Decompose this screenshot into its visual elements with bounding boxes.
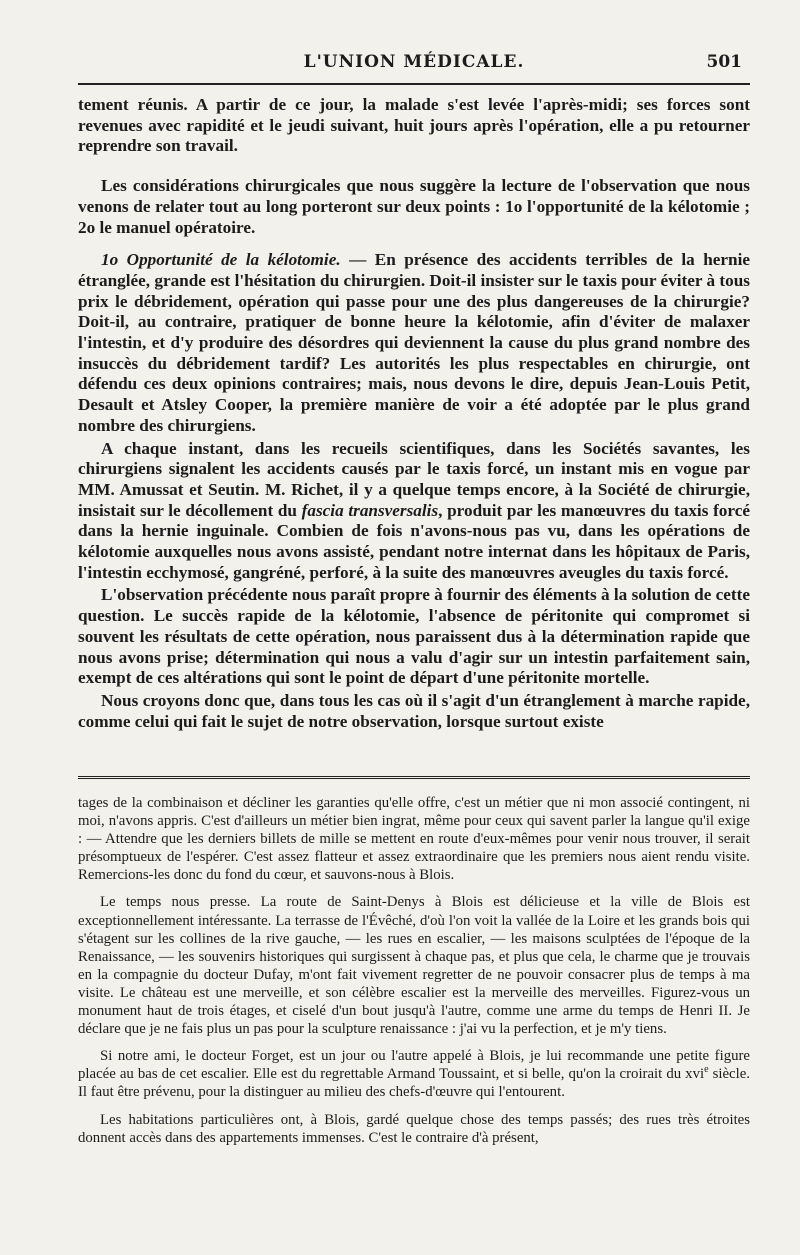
feuilleton-separator [78, 776, 750, 781]
feuilleton-paragraph-4: Les habitations particulières ont, à Blois, gardé quelque chose des temps passés; des rues très étroites donnent accès dans des appartements immenses. C'est le contraire d'à présent, [78, 1111, 750, 1146]
main-paragraph-3 [78, 250, 750, 436]
journal-title: L'UNION MÉDICALE. [303, 52, 525, 72]
main-paragraph-4 [78, 439, 750, 584]
page-header [78, 52, 750, 82]
latin-term: fascia transversalis [301, 500, 439, 520]
feuilleton-paragraph-3 [78, 1047, 750, 1101]
feuilleton-paragraph-1: tages de la combinaison et décliner les garanties qu'elle offre, c'est un métier que ni mon associé contingent, ni moi, n'avons appris. C'est d'ailleurs un métier bien ingrat, même pour ceux qui savent parler la langue qu'il exige : — Attendre que les derniers billets de mille se mettent en route d'eux-mêmes pour venir nous trouver, il serait présomptueux de l'espérer. C'est assez flatteur et assez extraordinaire que les premiers nous aient rendu visite. Remercions-les donc du fond du cœur, et sauvons-nous à Blois. [78, 795, 750, 884]
main-paragraph-5: L'observation précédente nous paraît propre à fournir des éléments à la solution de cette question. Le succès rapide de la kélotomie, l'absence de péritonite qui compromet si souvent les résultats de cette opération, nous paraissent dus à la détermination rapide que nous avons prise; détermination qui nous a valu d'agir sur un intestin parfaitement sain, exempt de ces altérations qui sont le point de départ d'une péritonite mortelle. [78, 585, 750, 688]
feuilleton-paragraph-3-b: siècle. Il faut être prévenu, pour la distinguer au milieu des chefs-d'œuvre qui l'entourent. [78, 1066, 750, 1101]
main-paragraph-1: tement réunis. A partir de ce jour, la malade s'est levée l'après-midi; ses forces sont revenues avec rapidité et le jeudi suivant, huit jours après l'opération, elle a pu retourner reprendre son travail. [78, 95, 750, 156]
main-paragraph-4-a: A chaque instant, dans les recueils scientifiques, dans les Sociétés savantes, les chirurgiens signalent les accidents causés par le taxis forcé, un instant mis en vogue par MM. Amussat et Seutin. M. Richet, il y a quelque temps encore, à la Société de chirurgie, insistait sur le décollement du [78, 438, 750, 520]
main-paragraph-6: Nous croyons donc que, dans tous les cas où il s'agit d'un étranglement à marche rapide, comme celui qui fait le sujet de notre observation, lorsque surtout existe [78, 690, 750, 731]
main-article [78, 95, 750, 732]
feuilleton-paragraph-2: Le temps nous presse. La route de Saint-Denys à Blois est délicieuse et la ville de Blois est exceptionnellement intéressante. La terrasse de l'Évêché, d'où l'on voit la vallée de la Loire et les grands bois qui s'étagent sur les collines de la rive gauche, — les rues en escalier, — les maisons sculptées de l'époque de la Renaissance, — les souvenirs historiques qui surgissent à chaque pas, et plus que cela, le charme que je trouvais en la compagnie du docteur Dufay, m'ont fait vivement regretter de ne pouvoir consacrer plus de temps à ma visite. Le château est une merveille, et son célèbre escalier est la merveille des merveilles. Figurez-vous un monument haut de trois étages, et ciselé d'un bout jusqu'à l'autre, comme une arme du temps de Henri II. Je déclare que je ne fais plus un pas pour la sculpture renaissance : j'ai vu la perfection, et je m'y tiens. [78, 894, 750, 1038]
main-paragraph-4-b: , produit par les manœuvres du taxis forcé dans la hernie inguinale. Combien de fois n'avons-nous pas vu, dans les opérations de kélotomie auxquelles nous avons assisté, pendant notre internat dans les hôpitaux de Paris, l'intestin ecchymosé, gangréné, perforé, à la suite des manœuvres aveugles du taxis forcé. [78, 500, 750, 582]
page-number: 501 [706, 52, 742, 72]
section-title: 1o Opportunité de la kélotomie. [101, 250, 341, 270]
feuilleton [78, 794, 750, 1147]
century-superscript: e [704, 1064, 709, 1076]
header-rule [78, 83, 750, 85]
main-paragraph-3-text: — En présence des accidents terribles de la hernie étranglée, grande est l'hésitation du chirurgien. Doit-il insister sur le taxis pour éviter à tous prix le débridement, opération qui passe pour une des plus dangereuses de la chirurgie? Doit-il, au contraire, pratiquer de bonne heure la kélotomie, afin d'éviter de malaxer l'intestin, et d'y produire des désordres qui deviennent la cause du plus grand nombre des insuccès du débridement tardif? Les autorités les plus respectables en chirurgie, ont défendu ces deux opinions contraires; mais, nous devons le dire, depuis Jean-Louis Petit, Desault et Atsley Cooper, la première manière de voir a été adoptée par le plus grand nombre des chirurgiens. [78, 250, 750, 435]
main-paragraph-2: Les considérations chirurgicales que nous suggère la lecture de l'observation que nous venons de relater tout au long porteront sur deux points : 1o l'opportunité de la kélotomie ; 2o le manuel opératoire. [78, 176, 750, 237]
feuilleton-paragraph-3-a: Si notre ami, le docteur Forget, est un jour ou l'autre appelé à Blois, je lui recommande une petite figure placée au bas de cet escalier. Elle est du regrettable Armand Toussaint, et si belle, qu'on la croirait du xvi [78, 1048, 750, 1083]
